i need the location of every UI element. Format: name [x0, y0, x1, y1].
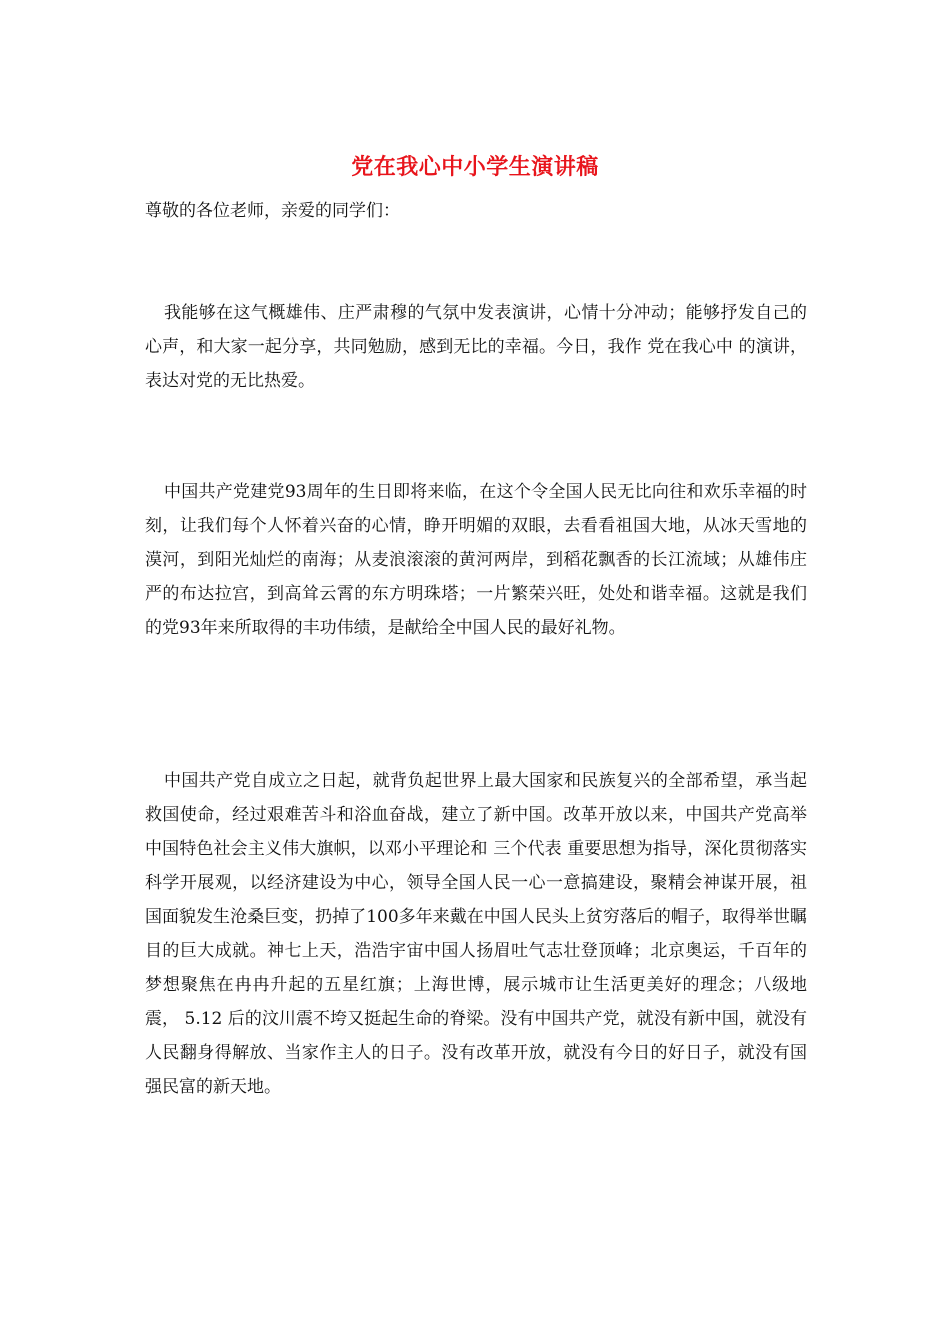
document-title: 党在我心中小学生演讲稿	[351, 154, 599, 180]
paragraph-1: 我能够在这气概雄伟、庄严肃穆的气氛中发表演讲，心情十分冲动；能够抒发自己的心声，和大家一起分享，共同勉励，感到无比的幸福。今日，我作 党在我心中 的演讲，表达对党的无比热爱。	[145, 303, 807, 391]
paragraph-3: 中国共产党自成立之日起，就背负起世界上最大国家和民族复兴的全部希望，承当起救国使命，经过艰难苦斗和浴血奋战，建立了新中国。改革开放以来，中国共产党高举中国特色社会主义伟大旗帜，以邓小平理论和 三个代表 重要思想为指导，深化贯彻落实科学开展观，以经济建设为中心，领导全国人民一心一意搞建设，聚精会神谋开展，祖国面貌发生沧桑巨变，扔掉了100多年来戴在中国人民头上贫穷落后的帽子，取得举世瞩目的巨大成就。神七上天，浩浩宇宙中国人扬眉吐气志壮登顶峰；北京奥运，千百年的梦想聚焦在冉冉升起的五星红旗；上海世博，展示城市让生活更美好的理念；八级地震， 5.12 后的汶川震不垮又挺起生命的脊梁。没有中国共产党，就没有新中国，就没有人民翻身得解放、当家作主人的日子。没有改革开放，就没有今日的好日子，就没有国强民富的新天地。	[145, 771, 807, 1097]
paragraph-2: 中国共产党建党93周年的生日即将来临，在这个令全国人民无比向往和欢乐幸福的时刻，让我们每个人怀着兴奋的心情，睁开明媚的双眼，去看看祖国大地，从冰天雪地的漠河，到阳光灿烂的南海；从麦浪滚滚的黄河两岸，到稻花飘香的长江流域；从雄伟庄严的布达拉宫，到高耸云霄的东方明珠塔；一片繁荣兴旺，处处和谐幸福。这就是我们的党93年来所取得的丰功伟绩，是献给全中国人民的最好礼物。	[145, 482, 807, 638]
salutation: 尊敬的各位老师，亲爱的同学们：	[145, 201, 400, 221]
